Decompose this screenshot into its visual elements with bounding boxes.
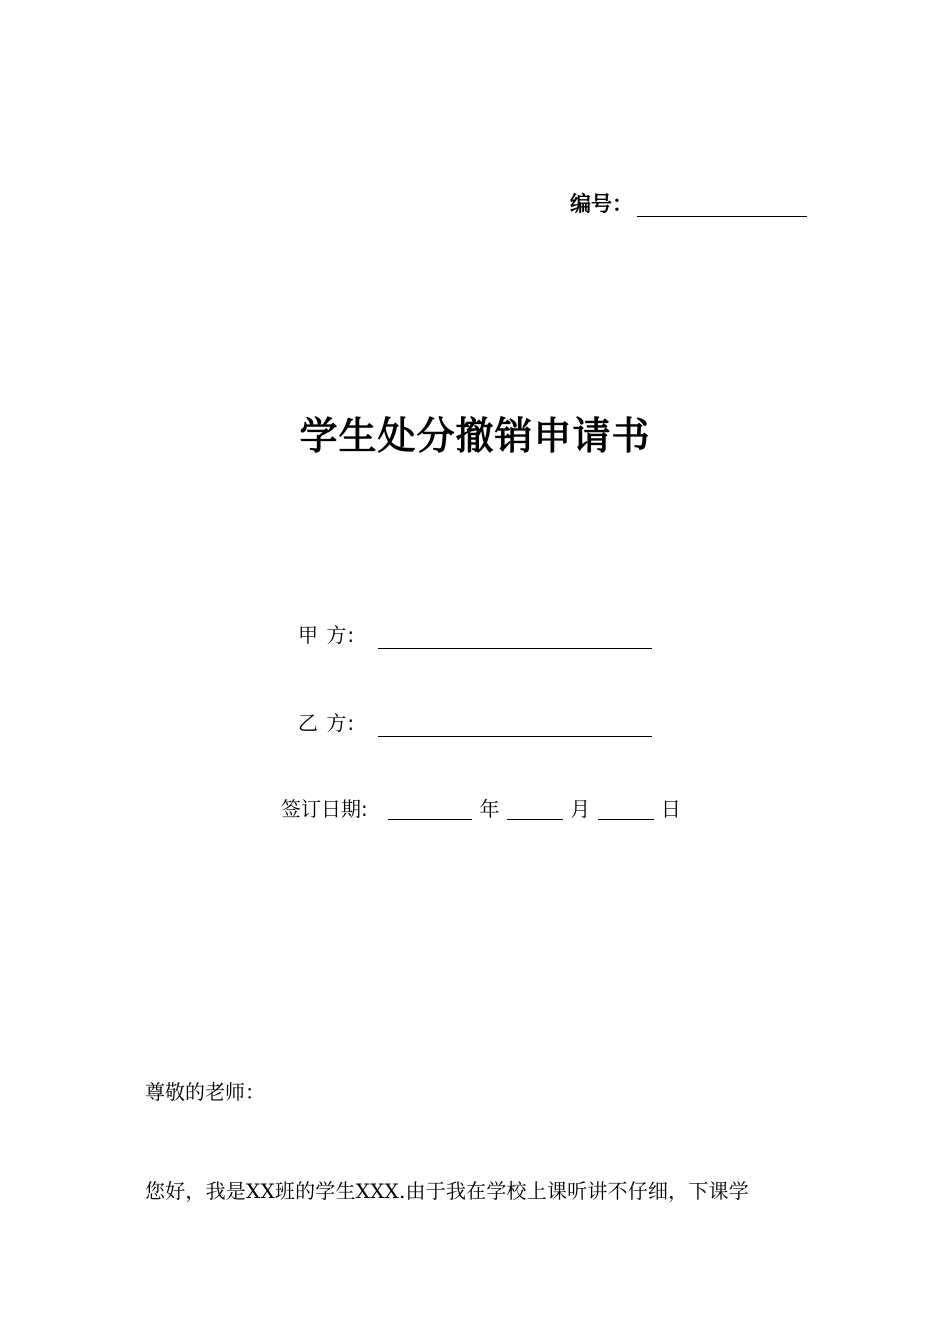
document-number-label: 编号： bbox=[570, 192, 633, 216]
signing-date-label: 签订日期: bbox=[281, 797, 368, 821]
month-blank bbox=[507, 795, 563, 820]
day-label: 日 bbox=[660, 797, 681, 821]
party-b-label: 乙 方: bbox=[298, 711, 356, 735]
document-number-row bbox=[570, 188, 810, 222]
letter-paragraph-line: 您好，我是XX班的学生XXX.由于我在学校上课听讲不仔细，下课学 bbox=[145, 1179, 749, 1203]
year-label: 年 bbox=[479, 797, 500, 821]
party-a-label: 甲 方: bbox=[298, 623, 356, 647]
party-b-row bbox=[298, 707, 658, 741]
signing-date-row bbox=[281, 795, 681, 829]
month-label: 月 bbox=[570, 797, 591, 821]
party-a-row bbox=[298, 619, 658, 653]
day-blank bbox=[598, 795, 654, 820]
document-title: 学生处分撤销申请书 bbox=[299, 414, 651, 458]
party-a-blank bbox=[378, 648, 652, 649]
document-number-blank bbox=[637, 216, 807, 217]
year-blank bbox=[388, 795, 472, 820]
party-b-blank bbox=[378, 736, 652, 737]
letter-salutation: 尊敬的老师： bbox=[145, 1080, 265, 1104]
